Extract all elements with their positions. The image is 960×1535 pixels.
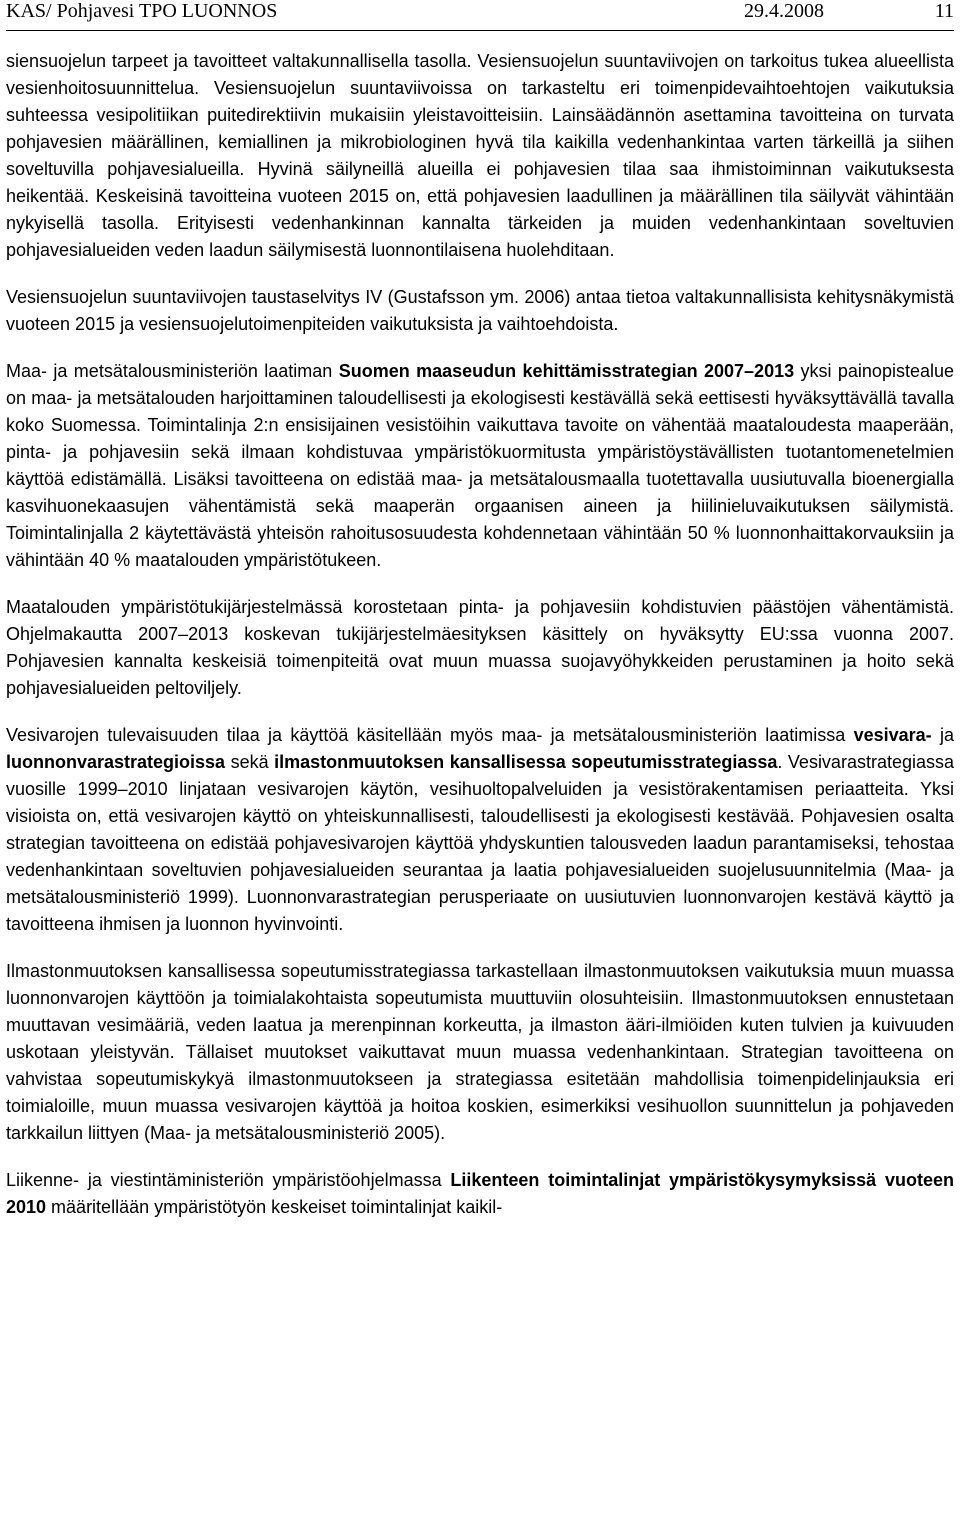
- paragraph-7-text-a: Liikenne- ja viestintäministeriön ympäristöohjelmassa: [6, 1170, 451, 1190]
- paragraph-7: [6, 1167, 954, 1221]
- header-rule: [6, 30, 954, 31]
- header-document-title: KAS/ Pohjavesi TPO LUONNOS: [6, 0, 278, 22]
- paragraph-3: [6, 358, 954, 574]
- paragraph-7-text-c: määritellään ympäristötyön keskeiset toimintalinjat kaikil-: [46, 1197, 503, 1217]
- header-page-number: 11: [934, 0, 954, 22]
- paragraph-5-text-a: Vesivarojen tulevaisuuden tilaa ja käyttöä käsitellään myös maa- ja metsätalousministeriön laatimissa: [6, 725, 854, 745]
- page-header: [6, 0, 954, 28]
- program-title-transport-environment: Liikenteen toimintalinjat ympäristökysymyksissä vuoteen 2010: [6, 1170, 954, 1217]
- paragraph-5-text-c: ja: [931, 725, 954, 745]
- paragraph-5-text-e: sekä: [225, 752, 275, 772]
- paragraph-6: Ilmastonmuutoksen kansallisessa sopeutumisstrategiassa tarkastellaan ilmastonmuutoksen vaikutuksia muun muassa luonnonvarojen käyttöön ja toimialakohtaista sopeutumista muuttuviin olosuhteisiin. Ilmastonmuutoksen ennustetaan muuttavan vesimääriä, veden laatua ja merenpinnan korkeutta, ja ilmaston ääri-ilmiöiden kuten tulvien ja kuivuuden uskotaan yleistyvän. Tällaiset muutokset vaikuttavat muun muassa vedenhankintaan. Strategian tavoitteena on vahvistaa sopeutumiskykyä ilmastonmuutokseen ja strategiassa esitetään mahdollisia toimenpidelinjauksia eri toimialoille, muun muassa vesivarojen käyttöä ja hoitoa koskien, esimerkiksi vesihuollon suunnittelun ja pohjaveden tarkkailun liittyen (Maa- ja metsätalousministeriö 2005).: [6, 961, 954, 1143]
- paragraph-5: [6, 722, 954, 938]
- paragraph-3-text-c: yksi painopistealue on maa- ja metsätalouden harjoittaminen taloudellisesti ja ekologisesti kestävällä sekä eettisesti hyväksyttävällä tavalla koko Suomessa. Toimintalinja 2:n ensisijainen vesistöihin vaikuttava tavoite on vähentää maataloudesta maaperään, pinta- ja pohjavesiin sekä ilmaan kohdistuvaa ympäristökuormitusta ympäristöystävällisten tuotantomenetelmien käyttöä edistämällä. Lisäksi tavoitteena on edistää maa- ja metsätalousmaalla tuotettavalla uusiutuvalla bioenergialla kasvihuonekaasujen vähentämistä sekä maaperän orgaanisen aineen ja hiilinieluvaikutuksen säilymistä. Toimintalinjalla 2 käytettävästä yhteisön rahoitusosuudesta kohdennetaan vähintään 50 % luonnonhaittakorvauksiin ja vähintään 40 % maatalouden ympäristötukeen.: [6, 361, 954, 570]
- paragraph-4: Maatalouden ympäristötukijärjestelmässä korostetaan pinta- ja pohjavesiin kohdistuvien päästöjen vähentämistä. Ohjelmakautta 2007–2013 koskevan tukijärjestelmäesityksen käsittely on hyväksytty EU:ssa vuonna 2007. Pohjavesien kannalta keskeisiä toimenpiteitä ovat muun muassa suojavyöhykkeiden perustaminen ja hoito sekä pohjavesialueiden peltoviljely.: [6, 597, 954, 698]
- header-date: 29.4.2008: [744, 0, 824, 22]
- paragraph-2: Vesiensuojelun suuntaviivojen taustaselvitys IV (Gustafsson ym. 2006) antaa tietoa valtakunnallisista kehitysnäkymistä vuoteen 2015 ja vesiensuojelutoimenpiteiden vaikutuksista ja vaihtoehdoista.: [6, 287, 954, 334]
- paragraph-1: siensuojelun tarpeet ja tavoitteet valtakunnallisella tasolla. Vesiensuojelun suuntaviivojen on tarkoitus tukea alueellista vesienhoitosuunnittelua. Vesiensuojelun suuntaviivoissa on tarkasteltu eri toimenpidevaihtoehtojen vaikutuksia suhteessa vesipolitiikan puitedirektiivin mukaisiin yleistavoitteisiin. Lainsäädännön asettamina tavoitteina on turvata pohjavesien määrällinen, kemiallinen ja mikrobiologinen hyvä tila kaikilla vedenhankintaa varten tärkeillä ja siihen soveltuvilla pohjavesialueilla. Hyvinä säilyneillä alueilla ei pohjavesien tilaa saa ihmistoiminnan vaikutuksesta heikentää. Keskeisinä tavoitteina vuoteen 2015 on, että pohjavesien laadullinen ja määrällinen tila säilyvät vähintään nykyisellä tasolla. Erityisesti vedenhankinnan kannalta tärkeiden ja muiden vedenhankintaan soveltuvien pohjavesialueiden veden laadun säilymisestä luonnontilaisena huolehditaan.: [6, 51, 954, 260]
- strategy-title-rural-development: Suomen maaseudun kehittämisstrategian 2007–2013: [338, 361, 795, 381]
- strategy-title-climate-adaptation: ilmastonmuutoksen kansallisessa sopeutumisstrategiassa: [274, 752, 778, 772]
- strategy-title-water: vesivara-: [853, 725, 932, 745]
- paragraph-3-text-a: Maa- ja metsätalousministeriön laatiman: [6, 361, 339, 381]
- strategy-title-natural-resources: luonnonvarastrategioissa: [6, 752, 226, 772]
- paragraph-5-text-g: . Vesivarastrategiassa vuosille 1999–2010 linjataan vesivarojen käytön, vesihuoltopalveluiden ja vesistörakentamisen periaatteita. Yksi visioista on, että vesivarojen käyttö on yhteiskunnallisesti, taloudellisesti ja ekologisesti kestävää. Pohjavesien osalta strategian tavoitteena on edistää pohjavesivarojen käyttöä yhdyskuntien talousveden laadun parantamiseksi, tehostaa vedenhankintaan soveltuvien pohjavesialueiden seurantaa ja laatia pohjavesialueiden suojelusuunnitelmia (Maa- ja metsätalousministeriö 1999). Luonnonvarastrategian perusperiaate on uusiutuvien luonnonvarojen kestävä käyttö ja tavoitteena ihmisen ja luonnon hyvinvointi.: [6, 752, 955, 934]
- document-body: [6, 48, 954, 1241]
